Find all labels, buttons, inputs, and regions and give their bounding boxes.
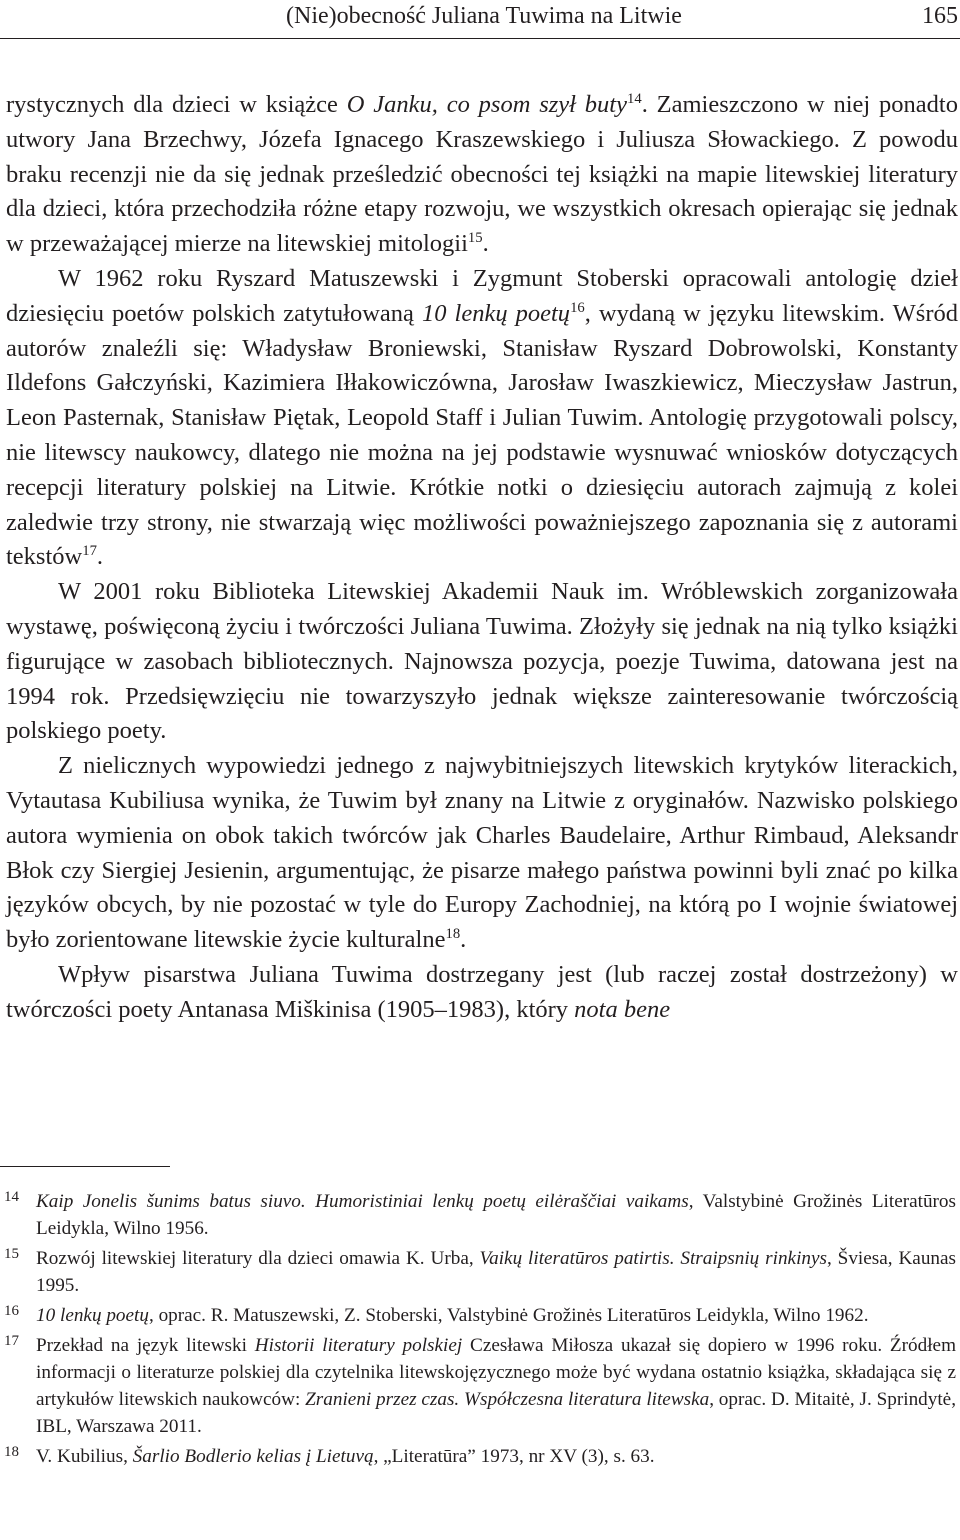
footnote-number: 16	[4, 1303, 19, 1319]
footnote-number: 17	[4, 1333, 19, 1349]
footnote-17: 17 Przekład na język litewski Historii literatury polskiej Czesława Miłosza ukazał się dopiero w 1996 roku. Źródłem informacji o literaturze polskiej dla czytelnika litewskojęzycznego może być wydana ostatnio książka, składająca się z artykułów litewskich naukowców: Zranieni przez czas. Współczesna literatura litewska, oprac. D. Mitaitė, J. Sprindytė, IBL, Warszawa 2011.	[0, 1332, 956, 1440]
footnote-ref-16[interactable]: 16	[570, 299, 585, 316]
paragraph-2: W 1962 roku Ryszard Matuszewski i Zygmunt Stoberski opracowali antologię dzieł dziesięciu poetów polskich zatytułowaną 10 lenkų poetų$^{16}$, wydaną w języku litewskim. Wśród autorów znaleźli się: Władysław Broniewski, Stanisław Ryszard Dobrowolski, Konstanty Ildefons Gałczyński, Kazimiera Iłłakowiczówna, Jarosław Iwaszkiewicz, Mieczysław Jastrun, Leon Pasternak, Stanisław Piętak, Leopold Staff i Julian Tuwim. Antologię przygotowali polscy, nie litewscy naukowcy, dlatego nie można na jej podstawie wysnuwać wniosków dotyczących recepcji literatury polskiej na Litwie. Krótkie notki o dziesięciu autorach zajmują z kolei zaledwie trzy strony, nie stwarzają więc możliwości poważniejszego zapoznania się z autorami tekstów$^{17}$.	[6, 264, 958, 571]
paragraph-4: Z nielicznych wypowiedzi jednego z najwybitniejszych litewskich krytyków literackich, Vytautasa Kubiliusa wynika, że Tuwim był znany na Litwie z oryginałów. Nazwisko polskiego autora wymienia on obok takich twórców jak Charles Baudelaire, Arthur Rimbaud, Aleksandr Błok czy Siergiej Jesienin, argumentując, że pisarze małego państwa powinni byli znać po kilka języków obcych, by nie pozostać w tyle do Europy Zachodniej, na którą po I wojnie światowej było zorientowane litewskie życie kulturalne$^{18}$.	[6, 752, 958, 954]
book-title: 10 lenkų poetų	[421, 299, 571, 327]
footnote-16: 16 10 lenkų poetų, oprac. R. Matuszewski, Z. Stoberski, Valstybinė Grožinės Literatūros Leidykla, Wilno 1962.	[0, 1302, 956, 1329]
latin-phrase: nota bene	[574, 995, 671, 1023]
paragraph-5: Wpływ pisarstwa Juliana Tuwima dostrzegany jest (lub raczej został dostrzeżony) w twórczości poety Antanasa Miškinisa (1905–1983), który nota bene	[6, 960, 958, 1023]
footnotes	[0, 1188, 956, 1473]
header-rule	[0, 38, 960, 39]
footnote-number: 15	[4, 1246, 19, 1262]
footnote-15: 15 Rozwój litewskiej literatury dla dzieci omawia K. Urba, Vaikų literatūros patirtis. Straipsnių rinkinys, Šviesa, Kaunas 1995.	[0, 1245, 956, 1299]
footnote-number: 18	[4, 1444, 19, 1460]
footnote-rule	[0, 1166, 170, 1167]
footnote-18: 18 V. Kubilius, Šarlio Bodlerio kelias į Lietuvą, „Literatūra” 1973, nr XV (3), s. 63.	[0, 1443, 956, 1470]
running-title: (Nie)obecność Juliana Tuwima na Litwie	[286, 3, 682, 29]
footnote-number: 14	[4, 1189, 19, 1205]
page-number: 165	[922, 3, 958, 29]
footnote-ref-18[interactable]: 18	[445, 925, 461, 942]
running-header	[0, 0, 960, 40]
paragraph-3: W 2001 roku Biblioteka Litewskiej Akademii Nauk im. Wróblewskich zorganizowała wystawę, poświęconą życiu i twórczości Juliana Tuwima. Złożyły się jednak na nią tylko książki figurujące w zasobach bibliotecznych. Najnowsza pozycja, poezje Tuwima, datowana jest na 1994 rok. Przedsięwzięciu nie towarzyszyło jednak większe zainteresowanie twórczością polskiego poety.	[6, 578, 958, 745]
footnote-ref-17[interactable]: 17	[82, 543, 97, 560]
main-text	[6, 88, 958, 1028]
footnote-14: 14 Kaip Jonelis šunims batus siuvo. Humoristiniai lenkų poetų eilėraščiai vaikams, Valstybinė Grožinės Literatūros Leidykla, Wilno 1956.	[0, 1188, 956, 1242]
paragraph-1: rystycznych dla dzieci w książce O Janku, co psom szył buty$^{14}$. Zamieszczono w niej ponadto utwory Jana Brzechwy, Józefa Ignacego Kraszewskiego i Juliusza Słowackiego. Z powodu braku recenzji nie da się jednak prześledzić obecności tej książki na mapie litewskiej literatury dla dzieci, która przechodziła różne etapy rozwoju, we wszystkich okresach opierając się jednak w przeważającej mierze na litewskiej mitologii$^{15}$.	[6, 90, 958, 258]
book-title: O Janku, co psom szył buty	[346, 91, 627, 118]
footnote-ref-15[interactable]: 15	[467, 230, 483, 247]
footnote-ref-14[interactable]: 14	[627, 90, 642, 107]
